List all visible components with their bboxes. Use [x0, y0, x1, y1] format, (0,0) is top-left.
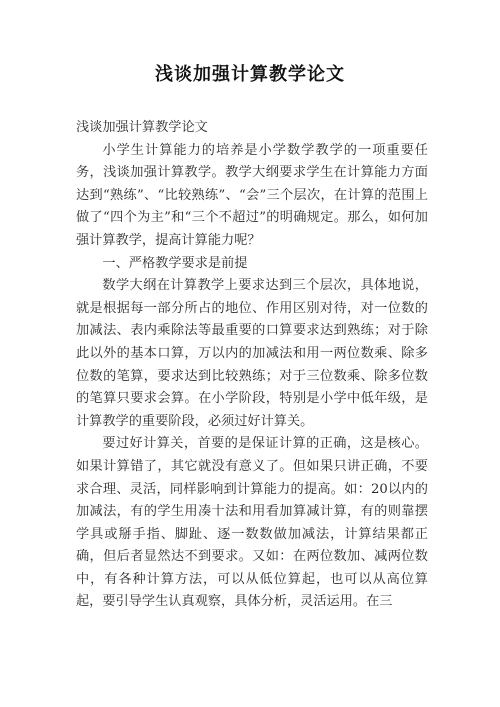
paragraph: 要过好计算关，首要的是保证计算的正确，这是核心。如果计算错了，其它就没有意义了。但如果只讲正确，不要求合理、灵活，同样影响到计算能力的提高。如：20以内的加减法，有的学生用凑十法和用看加算减计算，有的则靠摆学具或掰手指、脚趾、逐一数数做加减法，计算结果都正确，但后者显然达不到要求。又如：在两位数加、减两位数中，有各种计算方法，可以从低位算起，也可以从高位算起，要引导学生认真观察，具体分析，灵活运用。在三: [76, 436, 428, 610]
paragraph: 数学大纲在计算教学上要求达到三个层次，具体地说，就是根据每一部分所占的地位、作用区别对待，对一位数的加减法、表内乘除法等最重要的口算要求达到熟练；对于除此以外的基本口算，万以内的加减法和用一两位数乘、除多位数的笔算，要求达到比较熟练；对于三位数乘、除多位数的笔算只要求会算。在小学阶段，特别是小学中低年级，是计算教学的重要阶段，必须过好计算关。: [76, 278, 428, 429]
document-body: [76, 117, 428, 614]
section-heading: 一、严格教学要求是前提: [102, 255, 248, 271]
paragraph: 小学生计算能力的培养是小学数学教学的一项重要任务，浅谈加强计算教学。教学大纲要求学生在计算能力方面达到“熟练”、“比较熟练”、“会”三个层次，在计算的范围上做了“四个为主”和“三个不超过”的明确规定。那么，如何加强计算教学，提高计算能力呢？: [76, 142, 428, 248]
document-subtitle: 浅谈加强计算教学论文: [76, 120, 208, 135]
document-title: 浅谈加强计算教学论文: [155, 64, 345, 85]
